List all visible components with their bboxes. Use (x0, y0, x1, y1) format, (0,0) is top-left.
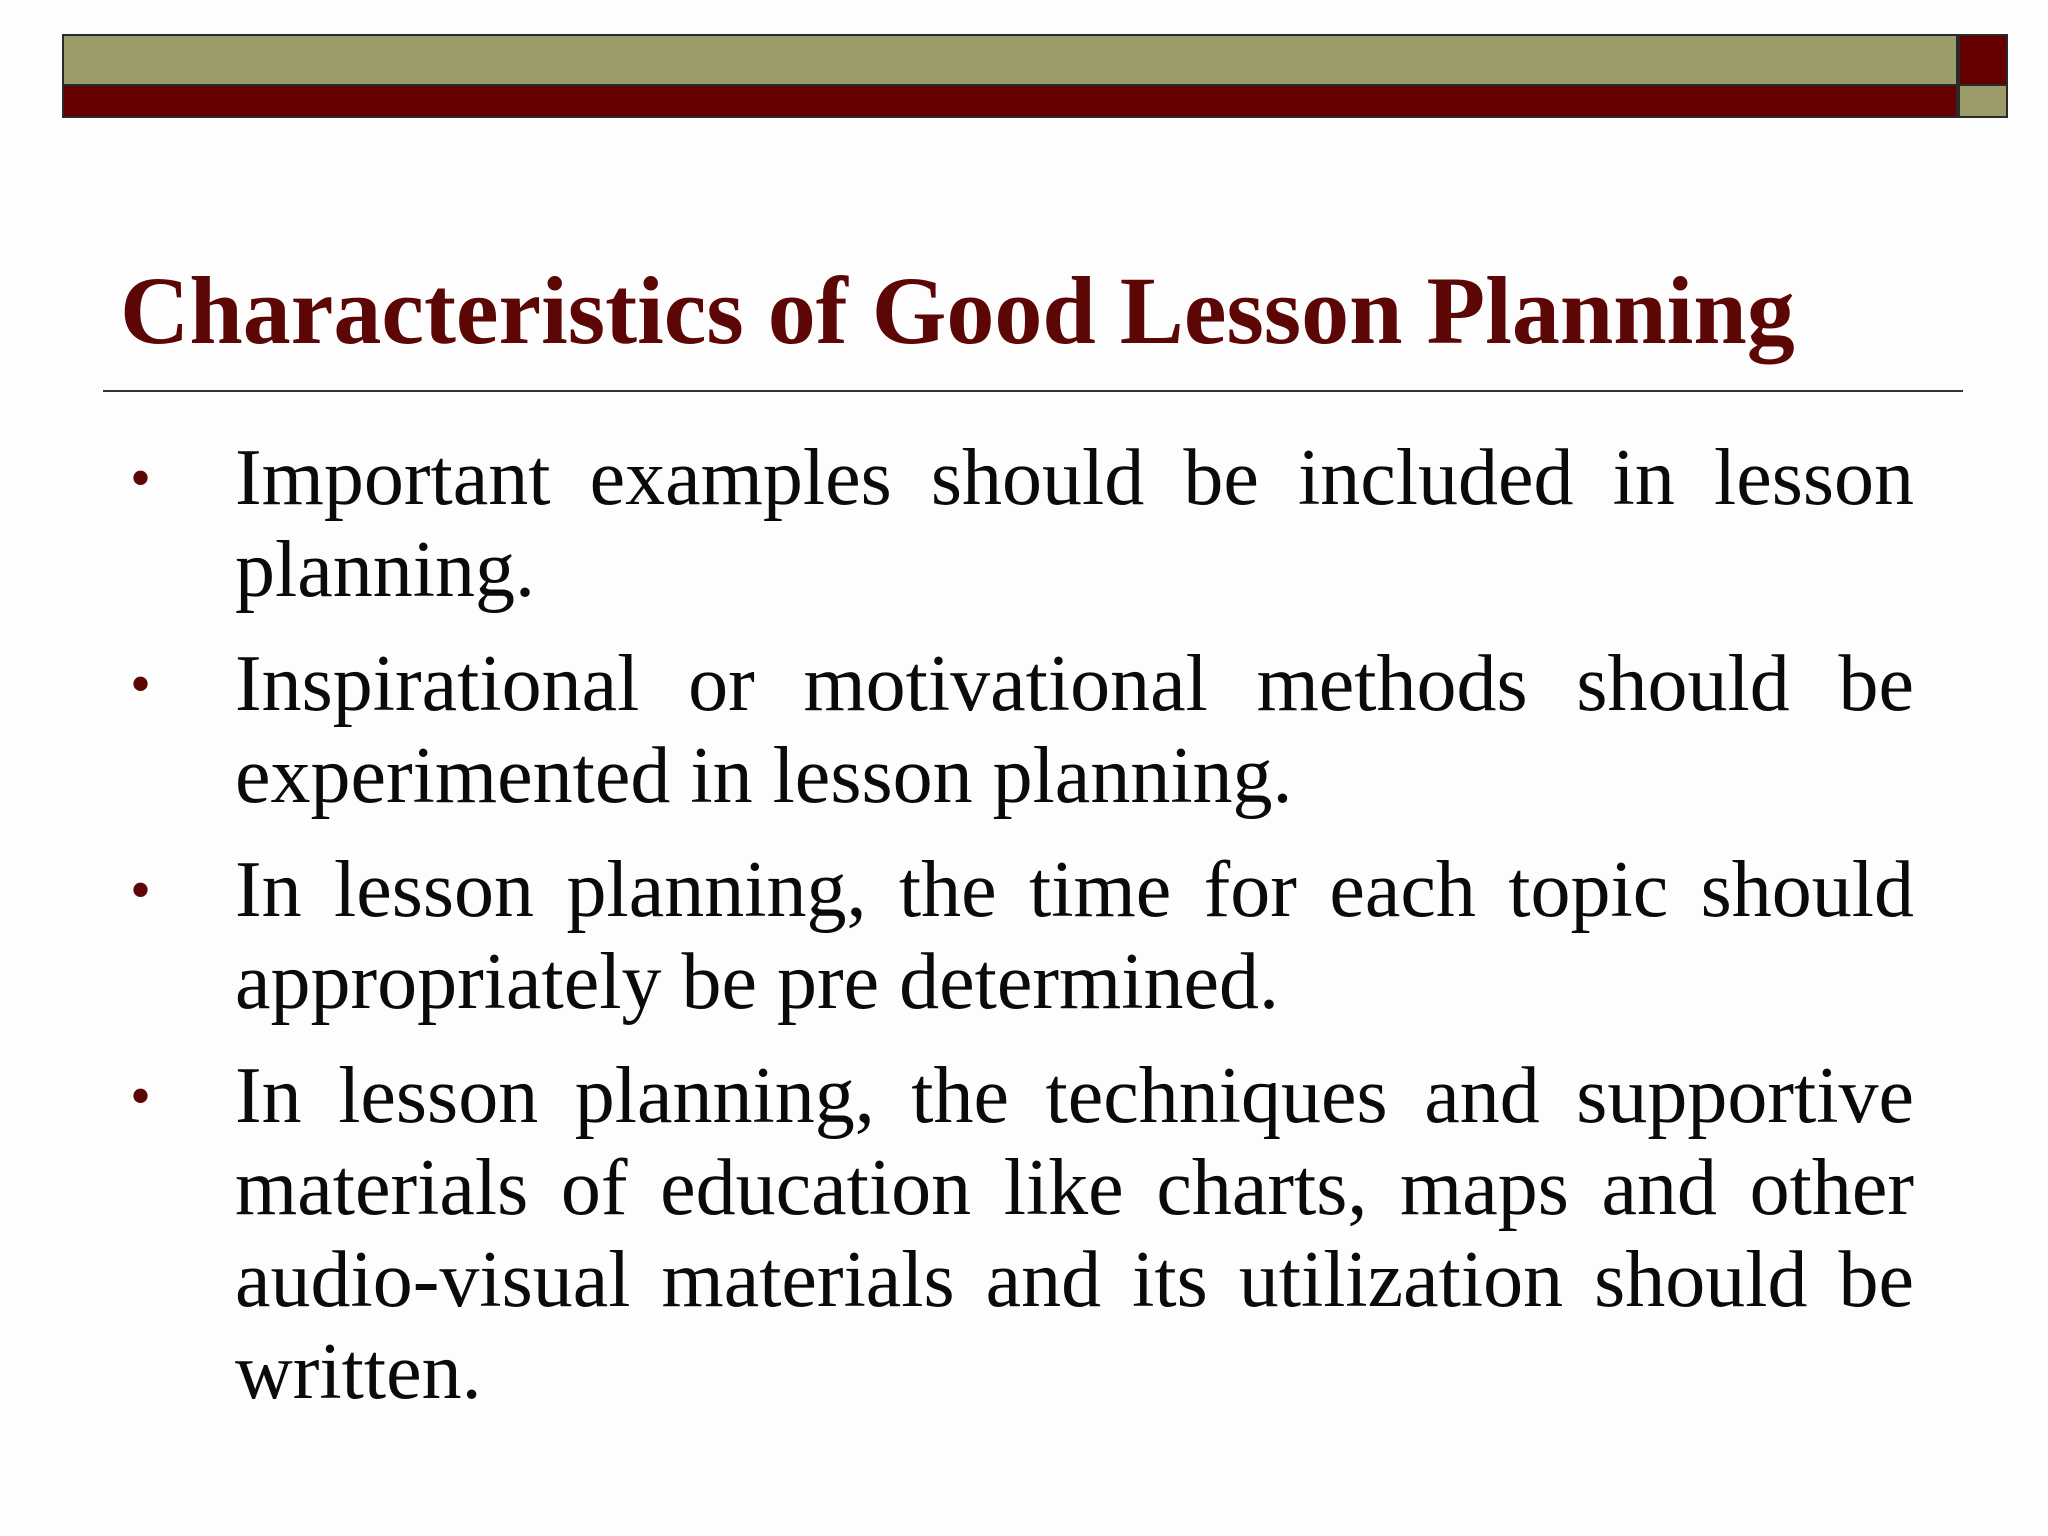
bullet-text: In lesson planning, the time for each topic should appropriately be pre determined. (235, 846, 1914, 1026)
bullet-icon: • (130, 445, 152, 511)
bullet-item (130, 638, 1914, 822)
header-maroon-bar (62, 84, 1958, 118)
bullet-icon: • (130, 857, 152, 923)
header-olive-bar (62, 34, 1958, 86)
bullet-item (130, 1050, 1914, 1418)
bullet-icon: • (130, 1063, 152, 1129)
header-olive-square (1958, 84, 2008, 118)
bullet-icon: • (130, 651, 152, 717)
header-maroon-square (1958, 34, 2008, 86)
bullet-text: Inspirational or motivational methods should be experimented in lesson planning. (235, 640, 1914, 820)
bullet-text: Important examples should be included in lesson planning. (235, 434, 1914, 614)
bullet-text: In lesson planning, the techniques and supportive materials of education like charts, maps and other audio-visual materials and its utilization should be written. (235, 1052, 1914, 1416)
title-divider (103, 390, 1963, 392)
slide-title: Characteristics of Good Lesson Planning (120, 257, 1795, 364)
bullet-item (130, 432, 1914, 616)
bullet-list (130, 432, 1914, 1440)
bullet-item (130, 844, 1914, 1028)
